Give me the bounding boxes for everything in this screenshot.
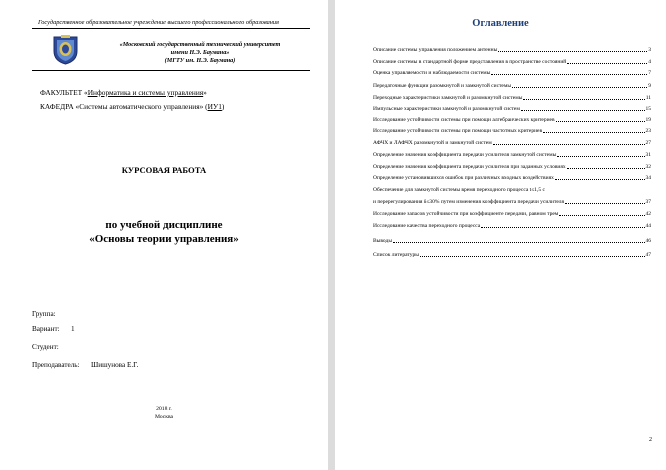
toc-entry-page: 15 (645, 106, 651, 112)
university-name (95, 41, 305, 65)
page-number: 2 (649, 437, 652, 443)
toc-entry-page: 46 (645, 238, 651, 244)
department-line (40, 102, 224, 111)
toc-entry-leader (523, 99, 644, 100)
toc-entry[interactable] (373, 114, 651, 123)
toc-entry-leader (493, 144, 645, 145)
toc-entry-page: 11 (645, 95, 651, 101)
toc-entry-leader (543, 132, 644, 133)
header-divider-bottom (32, 70, 310, 71)
toc-entry-page: 4 (648, 59, 651, 65)
toc-entry-label: Выводы (373, 238, 393, 244)
toc-page (335, 0, 666, 470)
discipline-line-2: «Основы теории управления» (89, 233, 239, 245)
toc-entry-page: 42 (645, 211, 651, 217)
toc-entry-label: Переходные характеристики замкнутой и разомкнутой системы (373, 95, 523, 101)
department-label: КАФЕДРА «Системы автоматического управления» ( (40, 102, 208, 111)
department-close: ) (221, 102, 225, 111)
toc-entry-leader (565, 203, 644, 204)
toc-entry-label: Передаточные функции разомкнутой и замкнутой системы (373, 83, 512, 89)
group-label: Группа: (32, 310, 56, 318)
toc-entry-leader (555, 179, 645, 180)
toc-entry[interactable] (373, 172, 651, 181)
toc-entry[interactable] (373, 125, 651, 134)
toc-entry-label: Определение значения коэффициента передачи усилителя замкнутой системы (373, 152, 557, 158)
faculty-label: ФАКУЛЬТЕТ « (40, 88, 88, 97)
toc-entry-page: 37 (645, 199, 651, 205)
toc-entry-label: Список литературы (373, 252, 419, 258)
toc-entry-page: 3 (648, 47, 651, 53)
toc-entry-leader (567, 63, 647, 64)
toc-entry[interactable] (373, 149, 651, 158)
toc-entry-leader (567, 168, 645, 169)
variant-value: 1 (71, 325, 75, 333)
toc-entry-page: 19 (645, 117, 651, 123)
toc-entry-leader (557, 156, 644, 157)
toc-entry[interactable] (373, 161, 651, 170)
teacher-name: Шишунова Е.Г. (91, 361, 139, 369)
toc-entry-page: 32 (645, 164, 651, 170)
toc-entry[interactable] (373, 92, 651, 101)
discipline-line-1: по учебной дисциплине (105, 219, 223, 231)
toc-entry-page: 34 (645, 175, 651, 181)
toc-entry-page: 9 (648, 83, 651, 89)
cover-page (0, 0, 328, 470)
toc-entry[interactable] (373, 137, 651, 146)
toc-entry-leader (521, 110, 645, 111)
toc-entry[interactable] (373, 67, 651, 76)
toc-entry-label: Обеспечение для замкнутой системы время переходного процесса t≤1,5 с (373, 187, 545, 193)
toc-entry[interactable] (373, 220, 651, 229)
university-line-3: (МГТУ им. Н.Э. Баумана) (164, 57, 236, 64)
faculty-name: Информатика и системы управления (87, 88, 204, 97)
student-label: Студент: (32, 343, 59, 351)
toc-entry-label: Описание системы в стандартной форме представления в пространстве состояний (373, 59, 567, 65)
toc-entry-leader (420, 256, 645, 257)
toc-entry-label: и перерегулирования δ≤30% путем изменения коэффициента передачи усилителя (373, 199, 565, 205)
toc-entry[interactable] (373, 249, 651, 258)
toc-entry-leader (498, 51, 647, 52)
toc-entry-label: Определение установившихся ошибок при различных входных воздействиях (373, 175, 554, 181)
cover-city: Москва (154, 414, 174, 420)
institution-type: Государственное образовательное учреждение высшего профессионального образования (38, 19, 279, 26)
university-line-1: «Московский государственный технический университет (119, 41, 281, 48)
faculty-close: » (203, 88, 207, 97)
toc-entry[interactable] (373, 235, 651, 244)
university-line-2: имени Н.Э. Баумана» (170, 49, 230, 56)
toc-entry-label: Исследование качества переходного процесса (373, 223, 481, 229)
toc-entry-page: 31 (645, 152, 651, 158)
toc-entry-page: 7 (648, 70, 651, 76)
variant-label: Вариант: (32, 325, 60, 333)
toc-entry-label: Определение значения коэффициента передачи усилителя при заданных условиях (373, 164, 566, 170)
toc-entry[interactable] (373, 56, 651, 65)
toc-entry-label: Исследование устойчивости системы при помощи частотных критериев (373, 128, 543, 134)
toc-entry-label: Исследование устойчивости системы при помощи алгебраических критериев (373, 117, 555, 123)
header-divider-top (32, 28, 310, 29)
work-type: КУРСОВАЯ РАБОТА (121, 165, 207, 175)
faculty-line (40, 88, 207, 97)
toc-entry-leader (512, 87, 647, 88)
toc-entry-leader (556, 121, 645, 122)
university-emblem-icon (52, 34, 79, 65)
toc-entry[interactable] (373, 184, 651, 193)
toc-entry-label: АФЧХ и ЛАФЧХ разомкнутой и замкнутой систем (373, 140, 492, 146)
toc-entry-page: 23 (645, 128, 651, 134)
toc-entry-page: 27 (645, 140, 651, 146)
toc-entry-label: Импульсные характеристики замкнутой и разомкнутой систем (373, 106, 520, 112)
toc-entry-label: Описание системы управления положением антенны (373, 47, 498, 53)
department-code: ИУ1 (207, 102, 222, 111)
toc-entry[interactable] (373, 44, 651, 53)
toc-entry[interactable] (373, 196, 651, 205)
toc-entry-leader (481, 227, 644, 228)
toc-entry-page: 47 (645, 252, 651, 258)
toc-title: Оглавление (472, 18, 529, 29)
toc-entry-page: 44 (645, 223, 651, 229)
toc-entry[interactable] (373, 80, 651, 89)
toc-entry-leader (559, 215, 644, 216)
toc-entry-label: Оценка управляемости и наблюдаемости системы (373, 70, 491, 76)
cover-year: 2018 г. (156, 406, 172, 412)
toc-entry-leader (491, 74, 647, 75)
toc-entry[interactable] (373, 103, 651, 112)
toc-entry-label: Исследование запасов устойчивости при коэффициенте передачи, равном трем (373, 211, 559, 217)
toc-entry-leader (393, 242, 644, 243)
teacher-label: Преподаватель: (32, 361, 80, 369)
toc-entry[interactable] (373, 208, 651, 217)
